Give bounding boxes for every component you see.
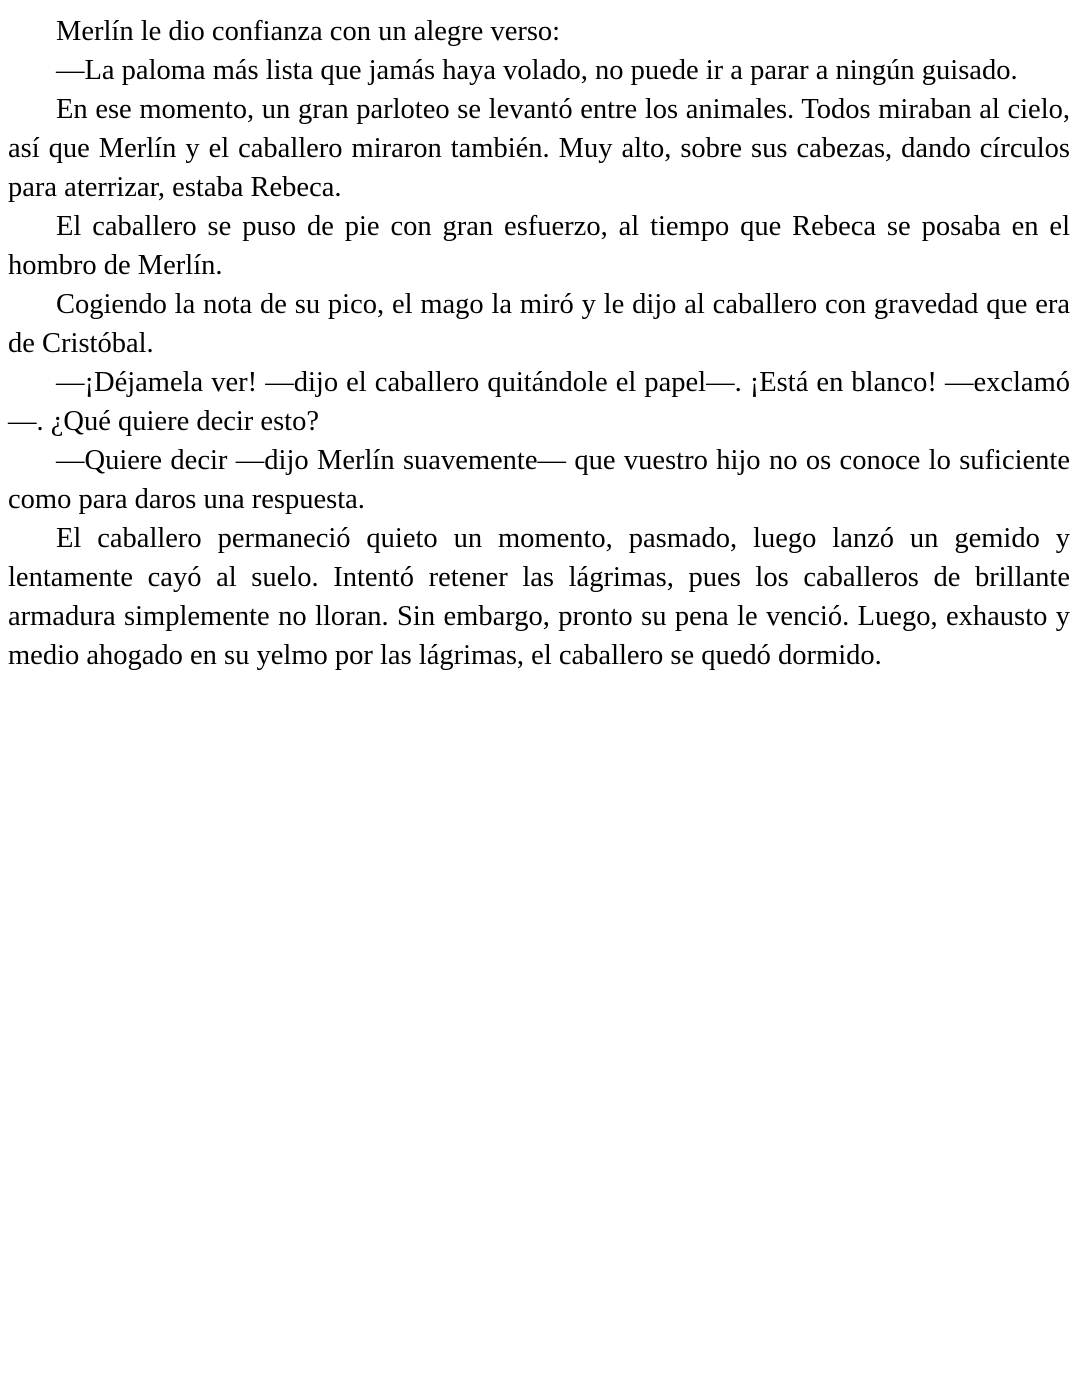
paragraph: El caballero se puso de pie con gran esfuerzo, al tiempo que Rebeca se posaba en el hombro de Merlín. [8, 211, 1070, 281]
paragraph: —¡Déjamela ver! —dijo el caballero quitándole el papel—. ¡Está en blanco! —exclamó—. ¿Qué quiere decir esto? [8, 367, 1070, 437]
document-text-body [8, 12, 1070, 675]
paragraph: —La paloma más lista que jamás haya volado, no puede ir a parar a ningún guisado. [56, 55, 1018, 86]
paragraph: En ese momento, un gran parloteo se levantó entre los animales. Todos miraban al cielo, así que Merlín y el caballero miraron también. Muy alto, sobre sus cabezas, dando círculos para aterrizar, estaba Rebeca. [8, 94, 1070, 203]
paragraph: Merlín le dio confianza con un alegre verso: [56, 16, 561, 47]
paragraph: El caballero permaneció quieto un momento, pasmado, luego lanzó un gemido y lentamente cayó al suelo. Intentó retener las lágrimas, pues los caballeros de brillante armadura simplemente no lloran. Sin embargo, pronto su pena le venció. Luego, exhausto y medio ahogado en su yelmo por las lágrimas, el caballero se quedó dormido. [8, 523, 1070, 671]
paragraph: Cogiendo la nota de su pico, el mago la miró y le dijo al caballero con gravedad que era de Cristóbal. [8, 289, 1070, 359]
paragraph: —Quiere decir —dijo Merlín suavemente— que vuestro hijo no os conoce lo suficiente como para daros una respuesta. [8, 445, 1070, 515]
